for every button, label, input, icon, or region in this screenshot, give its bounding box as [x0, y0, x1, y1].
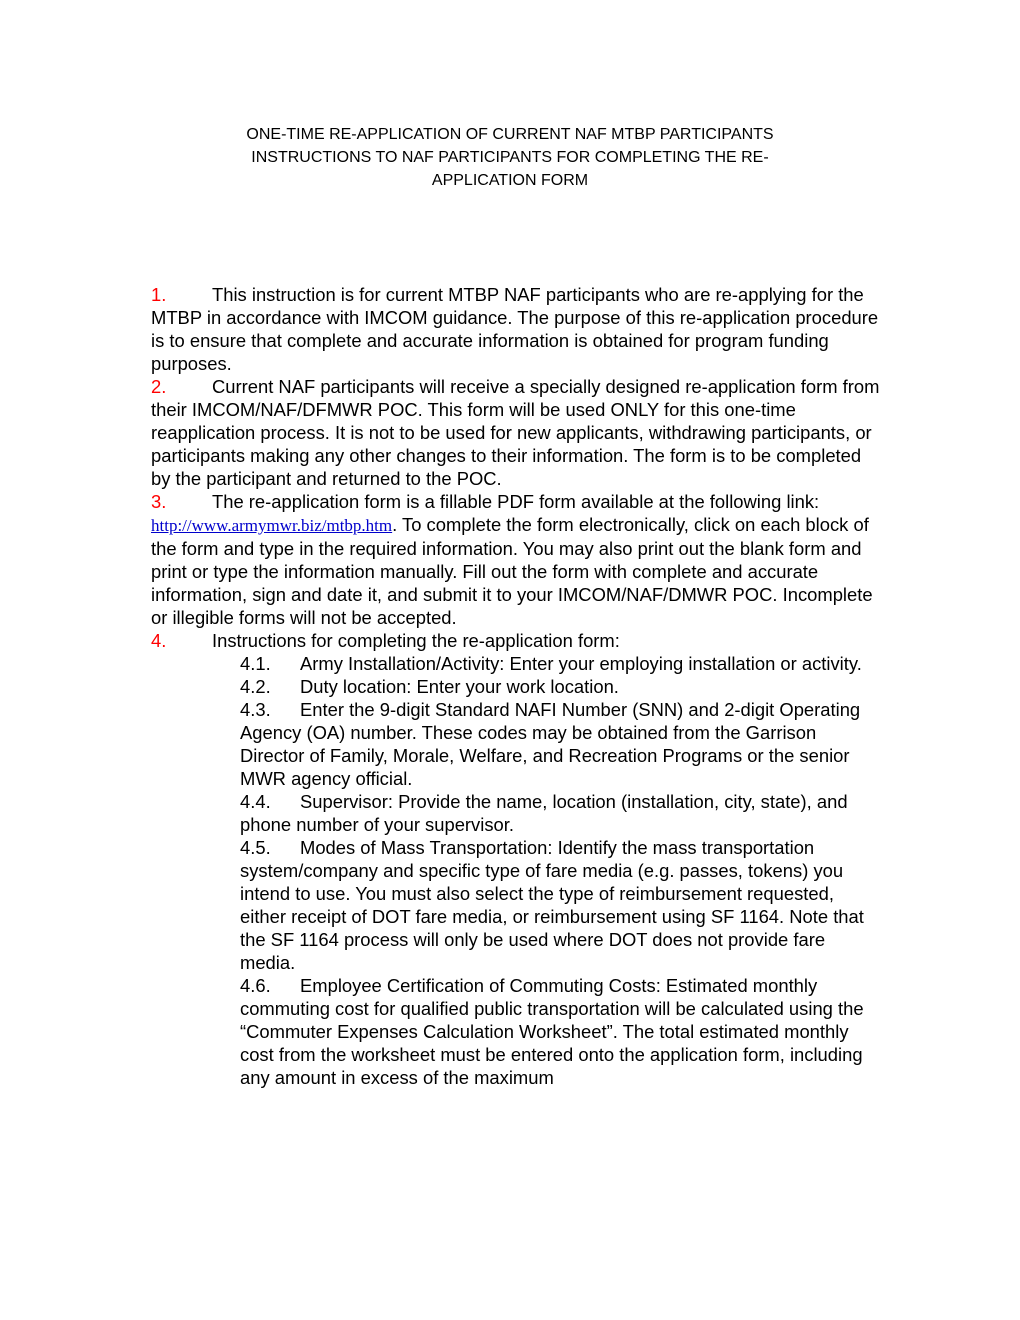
paragraph-number: 4.	[151, 630, 167, 651]
paragraph-text-after-link: . To complete the form electronically, click on each block of the form and type in the required information. You may also print out the blank form and print or type the information manually. Fill out the form with complete and accurate information, sign and date it, and submit it to your IMCOM/NAF/DMWR POC. Incomplete or illegible forms will not be accepted.	[151, 514, 873, 628]
subitem-4-3	[240, 698, 880, 790]
subitem-number: 4.5.	[240, 837, 271, 858]
paragraph-4	[151, 629, 881, 652]
subitem-text: Enter the 9-digit Standard NAFI Number (SNN) and 2-digit Operating Agency (OA) number. These codes may be obtained from the Garrison Director of Family, Morale, Welfare, and Recreation Programs or the senior MWR agency official.	[240, 699, 861, 789]
subitem-number: 4.2.	[240, 676, 271, 697]
paragraph-2	[151, 375, 881, 490]
subitem-number: 4.4.	[240, 791, 271, 812]
title-line-2: INSTRUCTIONS TO NAF PARTICIPANTS FOR COMPLETING THE RE-	[251, 149, 769, 166]
paragraph-number: 1.	[151, 284, 167, 305]
subitem-4-4	[240, 790, 880, 836]
subitem-4-5	[240, 836, 880, 974]
subitem-4-2	[240, 675, 880, 698]
document-body	[151, 283, 881, 1089]
subitem-text: Army Installation/Activity: Enter your employing installation or activity.	[300, 653, 862, 674]
paragraph-3	[151, 490, 881, 629]
document-title	[150, 123, 870, 192]
subitem-4-6	[240, 974, 880, 1089]
subitem-text: Modes of Mass Transportation: Identify the mass transportation system/company and specific type of fare media (e.g. passes, tokens) you intend to use. You must also select the type of reimbursement requested, either receipt of DOT fare media, or reimbursement using SF 1164. Note that the SF 1164 process will only be used where DOT does not provide fare media.	[240, 837, 864, 973]
paragraph-text: Current NAF participants will receive a specially designed re-application form from their IMCOM/NAF/DFMWR POC. This form will be used ONLY for this one-time reapplication process. It is not to be used for new applicants, withdrawing participants, or participants making any other changes to their information. The form is to be completed by the participant and returned to the POC.	[151, 376, 880, 489]
subitem-number: 4.3.	[240, 699, 271, 720]
subitem-text: Duty location: Enter your work location.	[300, 676, 619, 697]
title-line-1: ONE-TIME RE-APPLICATION OF CURRENT NAF MTBP PARTICIPANTS	[246, 126, 774, 143]
subitem-number: 4.6.	[240, 975, 271, 996]
subitem-text: Supervisor: Provide the name, location (installation, city, state), and phone number of your supervisor.	[240, 791, 848, 835]
title-line-3: APPLICATION FORM	[431, 172, 589, 189]
subitem-text: Employee Certification of Commuting Costs: Estimated monthly commuting cost for qualified public transportation will be calculated using the “Commuter Expenses Calculation Worksheet”. The total estimated monthly cost from the worksheet must be entered onto the application form, including any amount in excess of the maximum	[240, 975, 864, 1088]
subitem-4-1	[240, 652, 880, 675]
paragraph-text: Instructions for completing the re-application form:	[212, 630, 620, 651]
paragraph-text-before-link: The re-application form is a fillable PDF form available at the following link:	[212, 491, 820, 512]
paragraph-1	[151, 283, 881, 375]
paragraph-number: 2.	[151, 376, 167, 397]
mtbp-form-link[interactable]: http://www.armymwr.biz/mtbp.htm	[151, 516, 393, 535]
subitem-number: 4.1.	[240, 653, 271, 674]
paragraph-number: 3.	[151, 491, 167, 512]
paragraph-text: This instruction is for current MTBP NAF participants who are re-applying for the MTBP in accordance with IMCOM guidance. The purpose of this re-application procedure is to ensure that complete and accurate information is obtained for program funding purposes.	[151, 284, 879, 374]
